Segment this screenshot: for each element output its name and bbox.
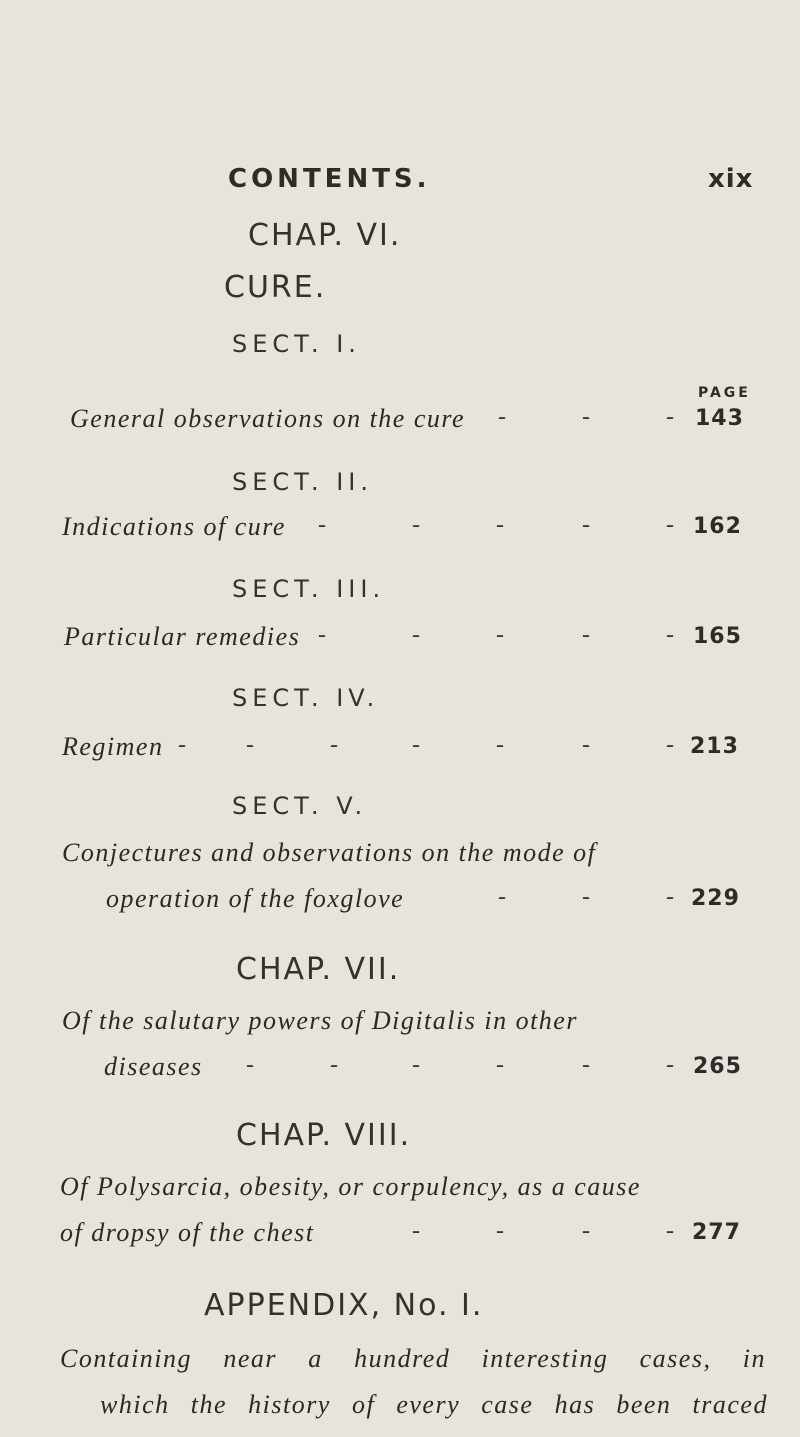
leader-dash: - [496, 1218, 504, 1244]
toc-entry-text: Regimen [62, 732, 164, 761]
chapter-heading-7: CHAP. VII. [236, 952, 401, 987]
leader-dash: - [178, 732, 186, 758]
appendix-word: which [100, 1390, 170, 1419]
toc-entry-page: 143 [695, 406, 744, 431]
leader-dash: - [582, 1052, 590, 1078]
leader-dash: - [412, 622, 420, 648]
leader-dash: - [412, 1218, 420, 1244]
leader-dash: - [666, 404, 674, 430]
appendix-description-line [60, 1344, 766, 1374]
leader-dash: - [666, 1218, 674, 1244]
leader-dash: - [246, 732, 254, 758]
appendix-word: interesting [481, 1344, 609, 1373]
appendix-word: in [742, 1344, 766, 1373]
appendix-word: Containing [60, 1344, 193, 1373]
appendix-word: cases, [639, 1344, 712, 1373]
toc-entry-text: Of the salutary powers of Digitalis in other [62, 1006, 578, 1035]
leader-dash: - [666, 884, 674, 910]
section-heading-2: SECT. II. [232, 468, 374, 496]
appendix-word: has [554, 1390, 596, 1419]
appendix-word: case [481, 1390, 534, 1419]
leader-dash: - [582, 732, 590, 758]
toc-entry-page: 277 [692, 1220, 741, 1245]
toc-entry-text: Conjectures and observations on the mode of [62, 838, 597, 867]
leader-dash: - [582, 404, 590, 430]
section-heading-1: SECT. I. [232, 330, 361, 358]
leader-dash: - [318, 512, 326, 538]
appendix-description-line-continued [100, 1390, 768, 1420]
running-header-title: CONTENTS. [228, 164, 431, 194]
leader-dash: - [496, 512, 504, 538]
leader-dash: - [666, 1052, 674, 1078]
leader-dash: - [412, 732, 420, 758]
page-column-label: PAGE [698, 385, 751, 401]
leader-dash: - [412, 1052, 420, 1078]
leader-dash: - [582, 512, 590, 538]
leader-dash: - [330, 732, 338, 758]
leader-dash: - [330, 1052, 338, 1078]
leader-dash: - [498, 404, 506, 430]
toc-entry-text-continued: diseases [104, 1052, 203, 1081]
appendix-word: traced [692, 1390, 768, 1419]
section-heading-3: SECT. III. [232, 575, 386, 603]
leader-dash: - [582, 884, 590, 910]
leader-dash: - [666, 622, 674, 648]
toc-entry-text: General observations on the cure [70, 404, 466, 433]
leader-dash: - [666, 732, 674, 758]
leader-dash: - [582, 1218, 590, 1244]
toc-entry-text: Particular remedies [64, 622, 301, 651]
leader-dash: - [496, 732, 504, 758]
appendix-word: every [396, 1390, 461, 1419]
leader-dash: - [496, 1052, 504, 1078]
toc-entry-page: 265 [693, 1054, 742, 1079]
chapter-heading-6: CHAP. VI. [248, 218, 402, 253]
appendix-word: the [190, 1390, 227, 1419]
toc-entry-page: 165 [693, 624, 742, 649]
appendix-word: near [223, 1344, 277, 1373]
chapter-heading-8: CHAP. VIII. [236, 1118, 412, 1153]
leader-dash: - [496, 622, 504, 648]
leader-dash: - [666, 512, 674, 538]
leader-dash: - [318, 622, 326, 648]
appendix-word: been [616, 1390, 672, 1419]
toc-entry-text: Of Polysarcia, obesity, or corpulency, as a cause [60, 1172, 641, 1201]
toc-entry-text: Indications of cure [62, 512, 286, 541]
toc-entry-page: 229 [691, 886, 740, 911]
toc-entry-page: 162 [693, 514, 742, 539]
section-heading-4: SECT. IV. [232, 684, 380, 712]
chapter-subheading-cure: CURE. [224, 270, 327, 305]
leader-dash: - [498, 884, 506, 910]
appendix-word: hundred [354, 1344, 451, 1373]
toc-entry-text-continued: operation of the foxglove [106, 884, 405, 913]
leader-dash: - [412, 512, 420, 538]
appendix-word: of [351, 1390, 376, 1419]
appendix-word: a [308, 1344, 323, 1373]
section-heading-5: SECT. V. [232, 792, 368, 820]
leader-dash: - [246, 1052, 254, 1078]
toc-entry-text-continued: of dropsy of the chest [60, 1218, 315, 1247]
appendix-word: history [248, 1390, 331, 1419]
appendix-heading: APPENDIX, No. I. [204, 1288, 484, 1323]
toc-entry-page: 213 [690, 734, 739, 759]
leader-dash: - [582, 622, 590, 648]
page-number: xix [708, 164, 754, 194]
